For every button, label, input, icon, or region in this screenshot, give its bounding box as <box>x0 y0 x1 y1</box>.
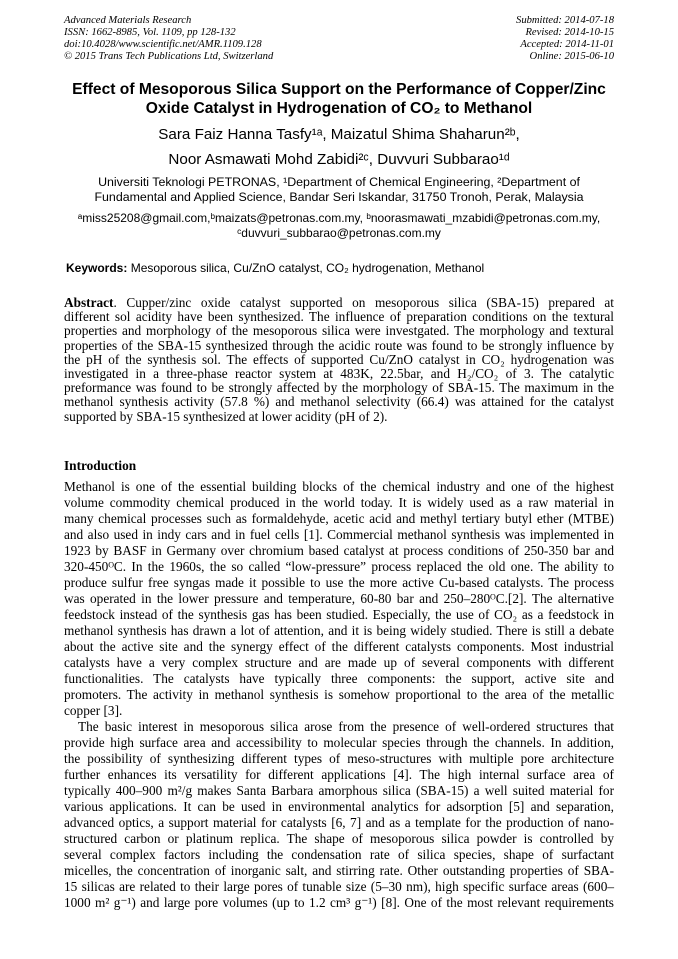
abstract-line: methanol synthesis activity (57.8 %) and methanol selectivity (66.4) was attained for the catalyst <box>64 394 614 410</box>
abstract <box>64 296 614 424</box>
paragraph-line: produce sulfur free syngas made it possible to use the more active Cu-based catalysts. The process <box>64 575 614 590</box>
paragraph-line: the possibility of synthesizing different types of meso-structures with multiple pore architecture <box>64 751 614 766</box>
section-heading-introduction: Introduction <box>64 458 137 473</box>
email-line: ᶜduvvuri_subbarao@petronas.com.my <box>237 225 441 240</box>
doi: doi:10.4028/www.scientific.net/AMR.1109.128 <box>64 39 262 50</box>
email-line: ᵃmiss25208@gmail.com,ᵇmaizats@petronas.com.my, ᵇnoorasmawati_mzabidi@petronas.com.my, <box>77 211 601 225</box>
paragraph-line: many chemical processes such as formaldehyde, acetic acid and methyl tertiary butyl ether (MTBE) <box>64 511 614 526</box>
paragraph-line: 1000 m² g⁻¹) and large pore volumes (up to 1.2 cm³ g⁻¹) [8]. One of the most relevant requirements <box>64 895 614 910</box>
paragraph-line: advanced optics, a support material for catalysts [6, 7] and as a template for the production of nano- <box>64 815 614 830</box>
abstract-label: Abstract <box>64 295 114 310</box>
online-date: Online: 2015-06-10 <box>529 51 614 62</box>
paragraph-line: was operated in the lower pressure and temperature, 60-80 bar and 250–280ᴼC.[2]. The alternative <box>64 591 614 606</box>
paragraph-line: 320-450ᴼC. In the 1960s, the so called “low-pressure” process replaced the old one. The ability to <box>64 559 614 574</box>
abstract-first-text: . Cupper/zinc oxide catalyst supported on mesoporous silica (SBA-15) prepared at <box>113 295 614 310</box>
paragraph-line: further enhances its versatility for different applications [4]. The high internal surface area of <box>64 767 614 782</box>
paragraph-line: structured carbon or platinum replica. The shape of mesoporous silica powder is controlled by <box>64 831 614 846</box>
paragraph-line: typically 400–900 m²/g makes Santa Barbara amorphous silica (SBA-15) a well suited material for <box>64 783 614 798</box>
copyright: © 2015 Trans Tech Publications Ltd, Switzerland <box>64 51 274 62</box>
paragraph-line: 1923 by BASF in Germany over chromium based catalyst at process conditions of 250-350 bar and <box>64 543 614 558</box>
paragraph-line: feedstock instead of the synthesis gas has been studied. Especially, the use of CO₂ as a feedstock in <box>64 607 614 622</box>
abstract-line: investigated in a three-phase reactor system at 483K, 22.5bar, and H₂/CO₂ of 3. The catalytic <box>64 366 614 382</box>
paragraph-line: about the active site and the synergy effect of the different catalysts components. Most industrial <box>64 639 614 654</box>
author-line: Sara Faiz Hanna Tasfy¹ᵃ, Maizatul Shima Shaharun²ᵇ, <box>158 126 520 143</box>
abstract-line <box>64 296 614 310</box>
paragraph-line: promoters. The activity in methanol synthesis is somehow proportional to the area of the metallic <box>64 687 614 702</box>
paragraph-line: Methanol is one of the essential building blocks of the chemical industry and one of the highest <box>64 479 614 494</box>
paragraph-line: various applications. It can be used in environmental analytics for adsorption [5] and separation, <box>64 799 614 814</box>
paragraph-line: copper [3]. <box>64 703 123 718</box>
abstract-line: preformance was found to be strongly affected by the morphology of SBA-15. The maximum in the <box>64 380 614 396</box>
journal-name: Advanced Materials Research <box>64 15 192 26</box>
issn: ISSN: 1662-8985, Vol. 1109, pp 128-132 <box>64 27 236 38</box>
affiliation-line: Fundamental and Applied Science, Bandar Seri Iskandar, 31750 Tronoh, Perak, Malaysia <box>94 190 584 204</box>
authors <box>40 122 638 172</box>
keywords-text: Mesoporous silica, Cu/ZnO catalyst, CO₂ hydrogenation, Methanol <box>127 261 485 275</box>
affiliation <box>40 175 638 205</box>
accepted-date: Accepted: 2014-11-01 <box>520 39 614 50</box>
abstract-line: the pH of the synthesis sol. The effects of supported Cu/ZnO catalyst in CO₂ hydrogenation was <box>64 351 614 367</box>
paper-title <box>40 80 638 118</box>
abstract-line: properties of the SBA-15 synthesized through the acidic route was found to be strongly influence by <box>64 337 614 353</box>
journal-info <box>64 15 273 63</box>
dates-info <box>516 15 614 63</box>
title-line: Oxide Catalyst in Hydrogenation of CO₂ to Methanol <box>145 100 533 117</box>
emails <box>40 211 638 240</box>
paragraph-line: functionalities. The catalysts have typically three components: the support, active site and <box>64 671 614 686</box>
keywords <box>66 261 484 275</box>
revised-date: Revised: 2014-10-15 <box>525 27 614 38</box>
paragraph-line: and also used in indy cars and in fuel cells [1]. Commercial methanol synthesis was implemented in <box>64 527 614 542</box>
introduction-body <box>64 479 614 911</box>
keywords-label: Keywords: <box>66 261 128 275</box>
abstract-line: supported by SBA-15 synthesized at lower acidity (pH of 2). <box>64 408 388 424</box>
author-line: Noor Asmawati Mohd Zabidi²ᶜ, Duvvuri Subbarao¹ᵈ <box>168 151 510 168</box>
paragraph-line: provide high surface area and accessibility to molecular species through the channels. In addition, <box>64 735 614 750</box>
paragraph-line: volume commodity chemical produced in the world today. It is widely used as a raw material in <box>64 495 614 510</box>
abstract-line: properties and morphology of the mesoporous silica were investgated. The morphology and textural <box>64 323 614 339</box>
title-line: Effect of Mesoporous Silica Support on the Performance of Copper/Zinc <box>72 81 606 98</box>
paragraph-line: several complex factors including the condensation rate of silica species, shape of surfactant <box>64 847 614 862</box>
paragraph-line: The basic interest in mesoporous silica arose from the presence of well-ordered structures that <box>78 719 614 734</box>
paragraph-line: micelles, the concentration of inorganic salt, and stirring rate. Other outstanding properties of SBA- <box>64 863 614 878</box>
paragraph-line: 15 silicas are related to their large pores of tunable size (5–30 nm), high specific surface areas (600– <box>64 879 614 894</box>
paragraph-line: methanol synthesis has drawn a lot of attention, and it is being widely studied. There is still a debate <box>64 623 614 638</box>
submitted-date: Submitted: 2014-07-18 <box>516 15 614 26</box>
abstract-line: different sol acidity have been synthesized. The influence of preparation conditions on the textural <box>64 309 614 325</box>
affiliation-line: Universiti Teknologi PETRONAS, ¹Department of Chemical Engineering, ²Department of <box>98 175 580 189</box>
paragraph-line: catalysts have a very complex structure and are made up of several components with different <box>64 655 614 670</box>
